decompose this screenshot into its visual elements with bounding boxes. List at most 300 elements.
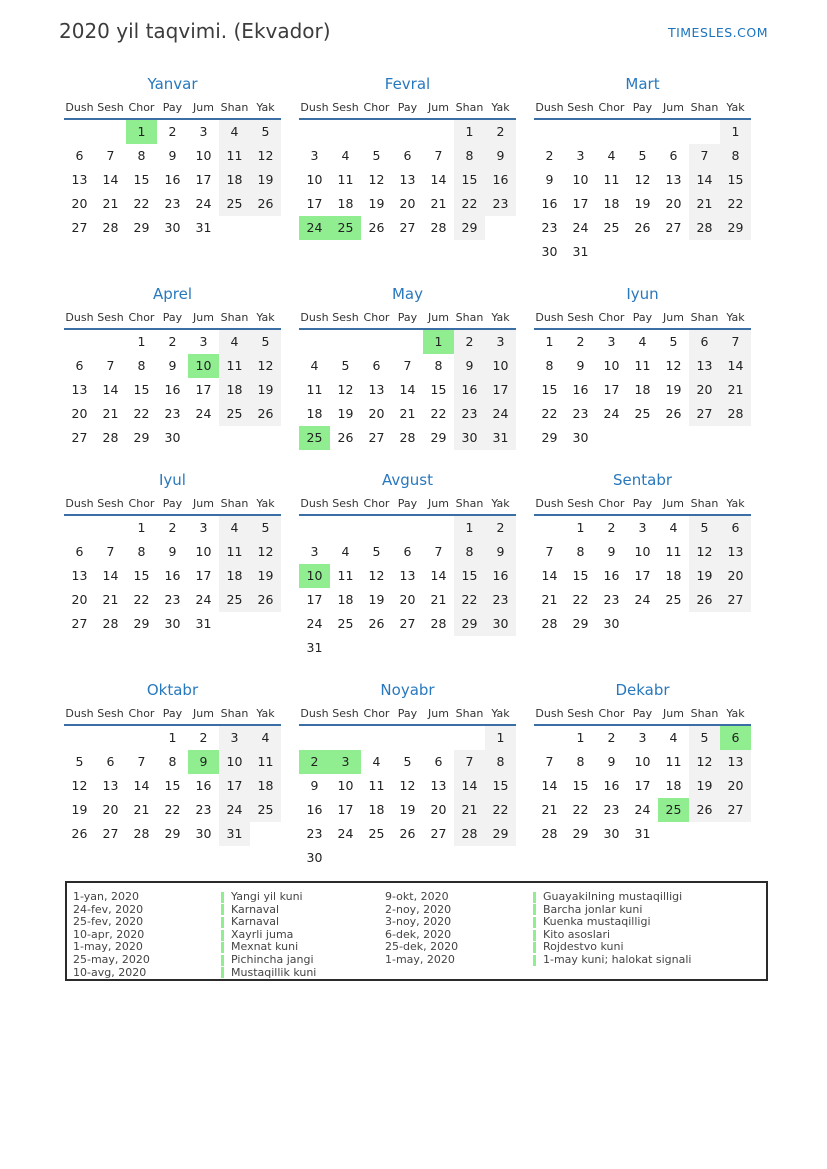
day-cell: 12	[368, 568, 385, 583]
day-cell: 28	[454, 822, 485, 846]
day-cell: 10	[337, 778, 354, 793]
legend-date: 9-okt, 2020	[385, 890, 449, 903]
day-cell: 16	[164, 568, 181, 583]
day-cell: 4	[341, 148, 350, 163]
day-cell: 2	[485, 516, 516, 540]
day-cell: 8	[545, 358, 554, 373]
holiday-marker-icon	[533, 917, 536, 928]
day-cell: 11	[250, 750, 281, 774]
day-cell: 11	[219, 540, 250, 564]
day-cell: 15	[133, 172, 150, 187]
day-cell: 15	[133, 568, 150, 583]
day-cell: 24	[195, 196, 212, 211]
day-cell: 13	[689, 354, 720, 378]
holiday-marker-icon	[221, 955, 224, 966]
legend-holiday-name: Karnaval	[221, 916, 385, 929]
day-cell: 24	[195, 592, 212, 607]
legend-date: 1-yan, 2020	[73, 890, 139, 903]
weekday-label: Pay	[162, 101, 183, 114]
day-cell: 16	[195, 778, 212, 793]
weekday-label: Pay	[162, 707, 183, 720]
weekday-label: Dush	[65, 101, 94, 114]
day-cell: 3	[199, 124, 208, 139]
day-cell: 17	[195, 568, 212, 583]
day-cell: 28	[430, 220, 447, 235]
empty-cell	[126, 726, 157, 750]
month-may	[299, 282, 516, 450]
day-cell: 1	[576, 520, 585, 535]
day-cell: 2	[607, 520, 616, 535]
weekday-label: Yak	[256, 707, 275, 720]
weekday-label: Jum	[428, 707, 449, 720]
day-cell: 11	[219, 354, 250, 378]
day-cell: 20	[399, 196, 416, 211]
day-grid	[534, 516, 751, 636]
day-cell: 6	[403, 544, 412, 559]
day-grid	[534, 120, 751, 264]
weekday-label: Pay	[397, 311, 418, 324]
weekday-label: Sesh	[97, 101, 124, 114]
legend-date: 25-fev, 2020	[73, 915, 144, 929]
day-cell: 23	[306, 826, 323, 841]
empty-cell	[361, 516, 392, 540]
day-cell: 19	[368, 592, 385, 607]
day-cell: 15	[541, 382, 558, 397]
day-cell: 3	[638, 520, 647, 535]
day-cell: 15	[720, 168, 751, 192]
day-cell: 21	[102, 592, 119, 607]
day-cell: 4	[219, 120, 250, 144]
empty-cell	[658, 426, 689, 450]
day-cell: 12	[337, 382, 354, 397]
weekday-label: Sesh	[567, 311, 594, 324]
day-cell: 17	[634, 568, 651, 583]
day-cell: 20	[665, 196, 682, 211]
holiday-marker-icon	[221, 930, 224, 941]
day-cell: 29	[133, 220, 150, 235]
day-cell: 10	[195, 544, 212, 559]
day-cell: 23	[603, 802, 620, 817]
day-cell: 30	[195, 826, 212, 841]
weekday-label: Jum	[193, 497, 214, 510]
weekday-label: Shan	[455, 707, 484, 720]
day-cell: 29	[572, 616, 589, 631]
weekday-label: Sesh	[332, 497, 359, 510]
day-cell: 3	[199, 334, 208, 349]
day-cell: 29	[454, 612, 485, 636]
empty-cell	[392, 636, 423, 660]
day-cell: 22	[454, 192, 485, 216]
month-yanvar	[64, 72, 281, 240]
empty-cell	[720, 426, 751, 450]
empty-cell	[689, 426, 720, 450]
holiday-marker-icon	[533, 930, 536, 941]
day-cell: 7	[137, 754, 146, 769]
weekday-label: Dush	[65, 707, 94, 720]
weekday-header-row	[64, 494, 281, 516]
day-cell: 11	[665, 544, 682, 559]
day-cell: 29	[572, 826, 589, 841]
weekday-label: Pay	[632, 497, 653, 510]
day-cell: 9	[454, 354, 485, 378]
day-cell: 8	[434, 358, 443, 373]
day-cell: 3	[219, 726, 250, 750]
day-cell: 15	[454, 168, 485, 192]
empty-cell	[565, 120, 596, 144]
day-cell: 15	[133, 382, 150, 397]
day-cell: 22	[133, 592, 150, 607]
day-cell: 9	[545, 172, 554, 187]
day-cell: 10	[219, 750, 250, 774]
day-cell: 12	[689, 540, 720, 564]
day-cell: 22	[572, 592, 589, 607]
weekday-label: Yak	[491, 707, 510, 720]
day-cell: 19	[634, 196, 651, 211]
weekday-label: Sesh	[97, 497, 124, 510]
day-cell: 11	[665, 754, 682, 769]
day-cell: 24	[485, 402, 516, 426]
day-cell: 17	[195, 172, 212, 187]
month-iyun	[534, 282, 751, 450]
empty-cell	[454, 846, 485, 870]
day-cell: 25	[368, 826, 385, 841]
day-cell: 25	[603, 220, 620, 235]
empty-cell	[219, 612, 250, 636]
month-title: Iyun	[626, 285, 659, 303]
empty-cell	[658, 822, 689, 846]
day-cell: 17	[195, 382, 212, 397]
day-cell: 22	[541, 406, 558, 421]
day-cell: 15	[572, 778, 589, 793]
empty-cell	[330, 120, 361, 144]
day-cell: 16	[164, 172, 181, 187]
empty-cell	[361, 846, 392, 870]
month-mart	[534, 72, 751, 264]
day-cell: 15	[485, 774, 516, 798]
day-cell: 7	[689, 144, 720, 168]
weekday-label: Shan	[690, 101, 719, 114]
empty-cell	[219, 216, 250, 240]
weekday-label: Jum	[428, 101, 449, 114]
day-cell: 7	[106, 358, 115, 373]
day-cell: 11	[306, 382, 323, 397]
day-cell: 24	[219, 798, 250, 822]
month-sentabr	[534, 468, 751, 636]
day-cell: 1	[137, 334, 146, 349]
holiday-marker-icon	[533, 955, 536, 966]
day-cell: 8	[137, 358, 146, 373]
month-title: Avgust	[382, 471, 433, 489]
day-cell: 18	[219, 564, 250, 588]
empty-cell	[250, 612, 281, 636]
day-cell: 28	[102, 616, 119, 631]
day-cell: 17	[485, 378, 516, 402]
day-cell: 18	[665, 778, 682, 793]
day-cell: 4	[669, 730, 678, 745]
day-cell: 30	[572, 430, 589, 445]
day-cell: 8	[485, 750, 516, 774]
holiday-marker-icon	[221, 904, 224, 915]
empty-cell	[250, 822, 281, 846]
day-cell: 13	[399, 568, 416, 583]
day-cell: 5	[250, 516, 281, 540]
holiday-marker-icon	[221, 967, 224, 978]
day-cell: 13	[720, 540, 751, 564]
day-cell: 14	[689, 168, 720, 192]
day-cell: 26	[368, 220, 385, 235]
day-cell: 22	[454, 588, 485, 612]
legend-holiday-name: Yangi yil kuni	[221, 891, 385, 904]
day-cell: 1	[545, 334, 554, 349]
weekday-label: Shan	[690, 497, 719, 510]
day-cell: 11	[337, 568, 354, 583]
day-cell: 28	[102, 430, 119, 445]
weekday-label: Jum	[428, 497, 449, 510]
day-cell: 17	[306, 196, 323, 211]
day-cell: 29	[720, 216, 751, 240]
empty-cell	[485, 846, 516, 870]
empty-cell	[330, 846, 361, 870]
weekday-label: Shan	[220, 311, 249, 324]
weekday-label: Pay	[397, 707, 418, 720]
day-cell: 5	[250, 120, 281, 144]
day-cell: 23	[485, 192, 516, 216]
weekday-label: Jum	[193, 707, 214, 720]
legend-holiday-name: Kito asoslari	[533, 929, 766, 942]
empty-cell	[392, 330, 423, 354]
day-cell: 7	[106, 544, 115, 559]
day-cell: 9	[607, 544, 616, 559]
month-title: May	[391, 285, 423, 303]
weekday-label: Jum	[193, 101, 214, 114]
day-grid	[534, 330, 751, 450]
empty-cell	[689, 612, 720, 636]
month-iyul	[64, 468, 281, 636]
day-cell: 4	[310, 358, 319, 373]
weekday-label: Shan	[220, 707, 249, 720]
weekday-label: Yak	[491, 311, 510, 324]
day-cell: 13	[102, 778, 119, 793]
day-cell: 2	[199, 730, 208, 745]
day-cell: 7	[403, 358, 412, 373]
day-cell: 14	[102, 172, 119, 187]
empty-cell	[392, 516, 423, 540]
empty-cell	[596, 426, 627, 450]
day-cell: 23	[164, 196, 181, 211]
day-cell: 29	[133, 430, 150, 445]
day-cell: 26	[634, 220, 651, 235]
day-cell: 21	[102, 406, 119, 421]
day-cell: 23	[164, 592, 181, 607]
day-cell: 15	[454, 564, 485, 588]
day-cell: 12	[689, 750, 720, 774]
day-cell: 12	[665, 358, 682, 373]
day-grid	[64, 330, 281, 450]
day-cell: 14	[454, 774, 485, 798]
day-cell: 11	[219, 144, 250, 168]
day-cell: 26	[337, 430, 354, 445]
empty-cell	[392, 846, 423, 870]
day-cell: 9	[168, 148, 177, 163]
day-cell: 4	[607, 148, 616, 163]
day-cell: 1	[720, 120, 751, 144]
day-cell: 11	[337, 172, 354, 187]
empty-cell	[330, 726, 361, 750]
day-cell: 11	[603, 172, 620, 187]
day-cell: 22	[430, 406, 447, 421]
day-cell: 30	[164, 430, 181, 445]
empty-cell	[658, 120, 689, 144]
legend-holiday-name: Karnaval	[221, 904, 385, 917]
legend-holiday-name: Xayrli juma	[221, 929, 385, 942]
day-cell: 13	[720, 750, 751, 774]
holiday-marker-icon	[221, 892, 224, 903]
day-cell: 13	[399, 172, 416, 187]
day-cell: 3	[310, 148, 319, 163]
day-cell: 26	[689, 588, 720, 612]
holiday-marker-icon	[533, 942, 536, 953]
day-cell: 5	[75, 754, 84, 769]
weekday-label: Shan	[690, 311, 719, 324]
empty-cell	[250, 216, 281, 240]
weekday-label: Jum	[193, 311, 214, 324]
weekday-label: Chor	[363, 101, 390, 114]
weekday-label: Chor	[598, 311, 625, 324]
day-cell: 18	[306, 406, 323, 421]
day-cell: 20	[720, 564, 751, 588]
day-cell: 12	[250, 540, 281, 564]
empty-cell	[361, 120, 392, 144]
day-cell: 24	[634, 592, 651, 607]
day-cell: 19	[665, 382, 682, 397]
day-cell: 9	[485, 144, 516, 168]
day-cell: 30	[603, 616, 620, 631]
holiday-marker-icon	[533, 892, 536, 903]
empty-cell	[392, 120, 423, 144]
day-cell: 24	[299, 216, 330, 240]
day-cell: 2	[168, 124, 177, 139]
day-cell: 10	[634, 544, 651, 559]
day-cell: 16	[603, 568, 620, 583]
month-title: Fevral	[384, 75, 431, 93]
day-grid	[64, 120, 281, 240]
legend-holiday-name: Mexnat kuni	[221, 941, 385, 954]
day-cell: 28	[102, 220, 119, 235]
weekday-label: Chor	[363, 707, 390, 720]
day-cell: 31	[195, 616, 212, 631]
day-cell: 8	[576, 544, 585, 559]
day-cell: 19	[250, 168, 281, 192]
day-cell: 24	[195, 406, 212, 421]
day-cell: 28	[430, 616, 447, 631]
day-cell: 14	[399, 382, 416, 397]
weekday-label: Shan	[455, 101, 484, 114]
day-cell: 31	[195, 220, 212, 235]
day-cell: 24	[572, 220, 589, 235]
day-cell: 25	[250, 798, 281, 822]
day-cell: 29	[541, 430, 558, 445]
month-title: Oktabr	[146, 681, 199, 699]
day-cell: 25	[299, 426, 330, 450]
holiday-legend	[65, 881, 768, 981]
empty-cell	[534, 726, 565, 750]
page-title: 2020 yil taqvimi. (Ekvador)	[59, 19, 331, 43]
day-cell: 16	[572, 382, 589, 397]
day-grid	[534, 726, 751, 846]
empty-cell	[454, 636, 485, 660]
weekday-header-row	[64, 98, 281, 120]
legend-holiday-name: Mustaqillik kuni	[221, 967, 385, 980]
day-cell: 20	[71, 406, 88, 421]
day-cell: 23	[603, 592, 620, 607]
day-cell: 4	[219, 330, 250, 354]
day-cell: 6	[106, 754, 115, 769]
day-cell: 31	[634, 826, 651, 841]
day-cell: 10	[195, 148, 212, 163]
month-title: Yanvar	[147, 75, 198, 93]
day-cell: 26	[689, 798, 720, 822]
day-cell: 8	[720, 144, 751, 168]
day-cell: 27	[399, 220, 416, 235]
day-cell: 30	[164, 220, 181, 235]
weekday-label: Yak	[491, 497, 510, 510]
day-cell: 22	[133, 406, 150, 421]
day-cell: 6	[434, 754, 443, 769]
day-cell: 25	[337, 616, 354, 631]
day-cell: 16	[454, 378, 485, 402]
weekday-label: Chor	[363, 497, 390, 510]
day-cell: 21	[399, 406, 416, 421]
day-cell: 6	[75, 148, 84, 163]
month-title: Noyabr	[380, 681, 435, 699]
day-cell: 12	[250, 144, 281, 168]
day-cell: 20	[71, 196, 88, 211]
weekday-label: Jum	[663, 497, 684, 510]
day-cell: 21	[430, 196, 447, 211]
day-cell: 25	[665, 592, 682, 607]
weekday-header-row	[299, 98, 516, 120]
day-grid	[64, 726, 281, 846]
empty-cell	[64, 330, 95, 354]
day-cell: 2	[576, 334, 585, 349]
empty-cell	[299, 516, 330, 540]
day-cell: 4	[372, 754, 381, 769]
day-cell: 9	[310, 778, 319, 793]
day-cell: 8	[137, 544, 146, 559]
day-cell: 21	[133, 802, 150, 817]
day-cell: 2	[168, 334, 177, 349]
day-cell: 19	[689, 774, 720, 798]
site-link[interactable]: TIMESLES.COM	[667, 25, 768, 40]
day-cell: 14	[541, 568, 558, 583]
weekday-label: Sesh	[97, 311, 124, 324]
day-cell: 5	[638, 148, 647, 163]
empty-cell	[330, 330, 361, 354]
day-cell: 19	[368, 196, 385, 211]
day-cell: 23	[572, 406, 589, 421]
weekday-label: Sesh	[567, 101, 594, 114]
day-cell: 3	[576, 148, 585, 163]
day-cell: 10	[188, 354, 219, 378]
empty-cell	[64, 516, 95, 540]
day-cell: 13	[368, 382, 385, 397]
weekday-label: Pay	[397, 101, 418, 114]
day-cell: 7	[545, 754, 554, 769]
weekday-label: Pay	[162, 497, 183, 510]
weekday-header-row	[299, 494, 516, 516]
weekday-label: Dush	[300, 101, 329, 114]
day-cell: 18	[368, 802, 385, 817]
